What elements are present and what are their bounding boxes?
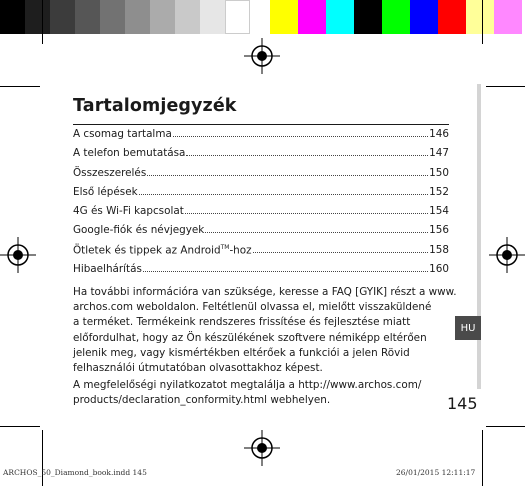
toc-entry[interactable] <box>73 244 449 263</box>
gray-swatch <box>0 0 25 34</box>
toc-entry-label: Hibaelhárítás <box>73 263 142 276</box>
toc-dot-leader <box>253 252 429 253</box>
gray-swatch <box>25 0 50 34</box>
toc-dot-leader <box>143 271 428 272</box>
gray-swatch <box>125 0 150 34</box>
toc-dot-leader <box>147 175 428 176</box>
paragraph-line: Ha további információra van szüksége, keresse a FAQ [GYIK] részt a www. <box>73 286 457 298</box>
color-swatch <box>326 0 354 34</box>
toc-entry-page: 160 <box>429 263 449 276</box>
toc-dot-leader <box>205 232 428 233</box>
paragraph-line: A megfelelőségi nyilatkozatot megtalálja a http://www.archos.com/ <box>73 379 422 391</box>
toc-dot-leader <box>186 155 428 156</box>
page-edge-shadow <box>477 84 481 389</box>
toc-entry-label: Összeszerelés <box>73 166 147 179</box>
page-number: 145 <box>447 394 478 413</box>
color-swatch <box>466 0 494 34</box>
toc-entry[interactable] <box>73 263 449 282</box>
toc-entry[interactable] <box>73 224 449 243</box>
toc-entry-label: Google-fiók és névjegyek <box>73 224 205 237</box>
toc-entry[interactable] <box>73 186 449 205</box>
crop-mark <box>0 426 40 427</box>
toc-entry-page: 147 <box>429 147 449 160</box>
crop-mark <box>482 430 483 486</box>
toc-entry-page: 146 <box>429 128 449 140</box>
toc-entry[interactable] <box>73 147 449 166</box>
color-swatch <box>298 0 326 34</box>
crop-mark <box>486 86 525 87</box>
gray-swatch <box>50 0 75 34</box>
toc-entry-label-tail: -hoz <box>229 244 252 257</box>
toc-list <box>73 128 449 282</box>
toc-entry-label <box>73 244 252 256</box>
toc-entry-page: 152 <box>429 185 449 198</box>
color-swatch <box>382 0 410 34</box>
crop-mark <box>486 426 525 427</box>
footer-filename: ARCHOS_50_Diamond_book.indd 145 <box>3 468 147 477</box>
info-paragraph <box>73 285 458 376</box>
toc-entry-page: 150 <box>429 166 449 179</box>
gray-swatch <box>150 0 175 34</box>
toc-entry-label-main: Ötletek és tippek az Android <box>73 244 221 257</box>
toc-entry-label: Első lépések <box>73 185 138 198</box>
registration-mark-bottom <box>244 430 280 466</box>
color-swatch <box>438 0 466 34</box>
color-swatch <box>410 0 438 34</box>
registration-mark-right <box>489 237 525 273</box>
title-rule <box>73 124 449 125</box>
gray-swatch <box>75 0 100 34</box>
toc-entry[interactable] <box>73 167 449 186</box>
gray-swatch <box>175 0 200 34</box>
paragraph-line: a terméket. Termékeink rendszeres frissítése és fejlesztése miatt <box>73 316 411 329</box>
paragraph-line: archos.com weboldalon. Feltétlenül olvassa el, mielőtt visszaküldené <box>73 301 432 314</box>
conformity-paragraph <box>73 378 458 408</box>
toc-entry-label: A csomag tartalma <box>73 128 172 140</box>
trademark-superscript: TM <box>220 243 230 251</box>
gray-swatch <box>200 0 225 34</box>
paragraph-line: előfordulhat, hogy az Ön készülékének szoftvere némiképp eltérően <box>73 331 427 344</box>
gray-swatch <box>100 0 125 34</box>
crop-mark <box>0 86 40 87</box>
toc-entry[interactable] <box>73 205 449 224</box>
registration-mark-left <box>0 237 36 273</box>
gray-swatch <box>225 0 250 34</box>
crop-mark <box>42 0 43 44</box>
toc-dot-leader <box>139 194 429 195</box>
toc-entry-page: 156 <box>429 224 449 237</box>
color-swatch <box>270 0 298 34</box>
toc-title: Tartalomjegyzék <box>73 96 237 116</box>
toc-entry-label: 4G és Wi-Fi kapcsolat <box>73 205 184 218</box>
language-tab: HU <box>455 316 481 340</box>
toc-entry-page: 154 <box>429 205 449 218</box>
toc-entry-label: A telefon bemutatása <box>73 147 186 160</box>
footer-timestamp: 26/01/2015 12:11:17 <box>396 468 476 477</box>
toc-entry-page: 158 <box>429 244 449 257</box>
color-swatch <box>354 0 382 34</box>
toc-dot-leader <box>185 213 428 214</box>
crop-mark <box>482 0 483 44</box>
paragraph-line: products/declaration_conformity.html webhelyen. <box>73 394 331 407</box>
toc-dot-leader <box>173 136 428 137</box>
crop-mark <box>42 430 43 486</box>
toc-entry[interactable] <box>73 128 449 147</box>
color-swatch <box>494 0 522 34</box>
paragraph-line: jelenik meg, vagy kismértékben eltérőek a funkciói a jelen Rövid <box>73 346 410 359</box>
registration-mark-top <box>244 38 280 74</box>
paragraph-line: felhasználói útmutatóban olvasottakhoz képest. <box>73 362 323 375</box>
